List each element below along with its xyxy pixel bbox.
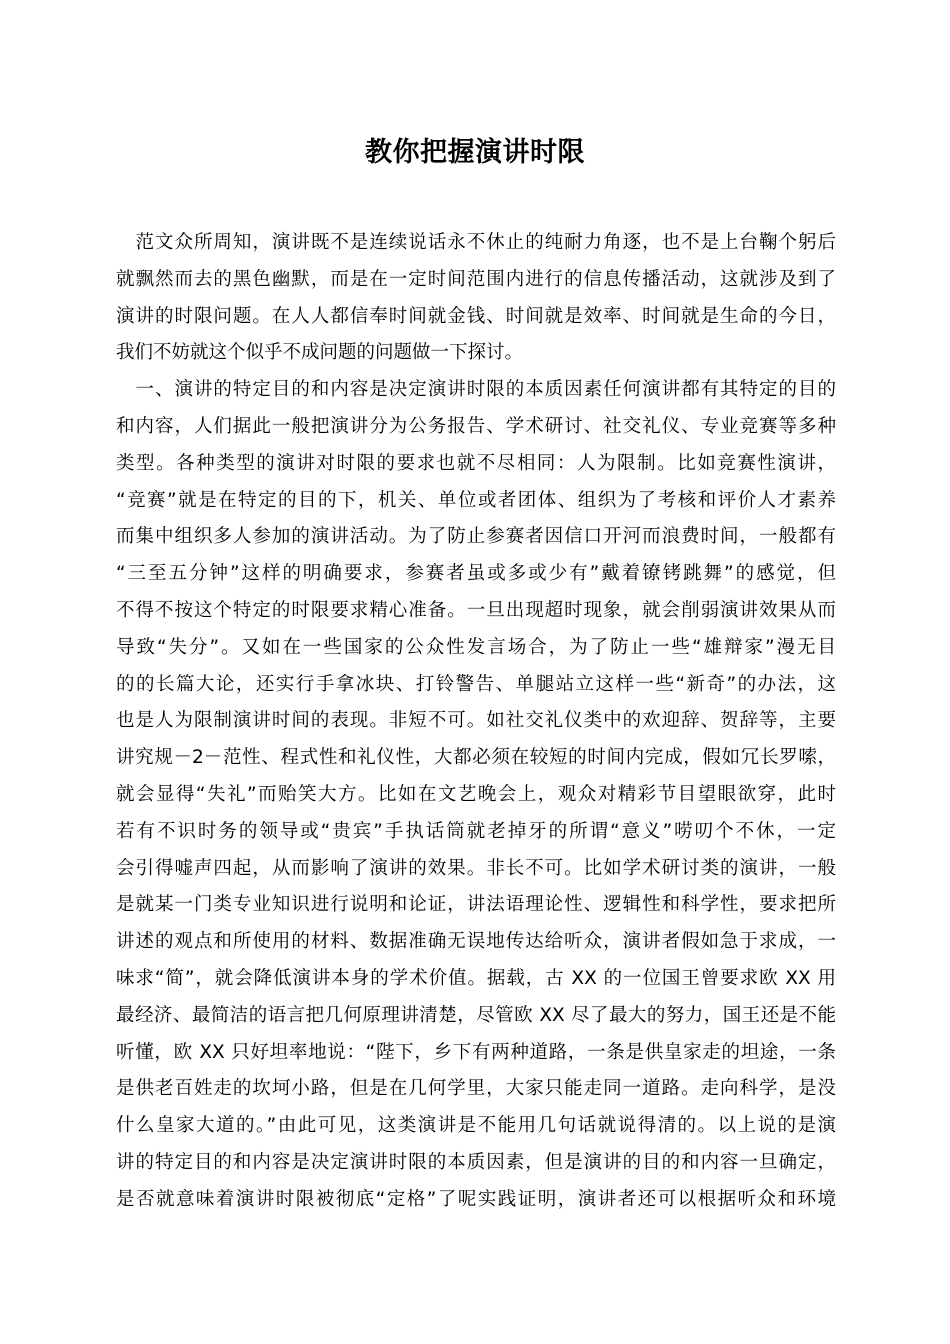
- text-line: 演讲的时限问题。在人人都信奉时间就金钱、时间就是效率、时间就是生命的今日，: [116, 305, 836, 327]
- text-line: 讲究规－2－范性、程式性和礼仪性，大都必须在较短的时间内完成，假如冗长罗嗦，: [116, 747, 836, 769]
- text-line: 一、演讲的特定目的和内容是决定演讲时限的本质因素任何演讲都有其特定的目的: [116, 379, 836, 401]
- document-title: 教你把握演讲时限: [365, 137, 585, 168]
- text-line: 听懂，欧 XX 只好坦率地说：“陛下，乡下有两种道路，一条是供皇家走的坦途，一条: [116, 1041, 836, 1063]
- text-line: 什么皇家大道的。”由此可见，这类演讲是不能用几句话就说得清的。以上说的是演: [116, 1115, 836, 1137]
- text-line: 最经济、最简洁的语言把几何原理讲清楚，尽管欧 XX 尽了最大的努力，国王还是不能: [116, 1004, 836, 1026]
- text-line: 讲的特定目的和内容是决定演讲时限的本质因素，但是演讲的目的和内容一旦确定，: [116, 1151, 836, 1173]
- text-line: “竞赛”就是在特定的目的下，机关、单位或者团体、组织为了考核和评价人才素养: [116, 489, 836, 511]
- text-line: 的的长篇大论，还实行手拿冰块、打铃警告、单腿站立这样一些“新奇”的办法，这: [116, 673, 836, 695]
- text-line: 讲述的观点和所使用的材料、数据准确无误地传达给听众，演讲者假如急于求成，一: [116, 931, 836, 953]
- text-line: 和内容，人们据此一般把演讲分为公务报告、学术研讨、社交礼仪、专业竞赛等多种: [116, 415, 836, 437]
- text-line: 也是人为限制演讲时间的表现。非短不可。如社交礼仪类中的欢迎辞、贺辞等，主要: [116, 710, 836, 732]
- text-line: 导致“失分”。又如在一些国家的公众性发言场合，为了防止一些“雄辩家”漫无目: [116, 636, 836, 658]
- text-line: 不得不按这个特定的时限要求精心准备。一旦出现超时现象，就会削弱演讲效果从而: [116, 599, 836, 621]
- text-line: 而集中组织多人参加的演讲活动。为了防止参赛者因信口开河而浪费时间，一般都有: [116, 526, 836, 548]
- text-line: 是就某一门类专业知识进行说明和论证，讲法语理论性、逻辑性和科学性，要求把所: [116, 894, 836, 916]
- text-line: 类型。各种类型的演讲对时限的要求也就不尽相同：人为限制。比如竞赛性演讲，: [116, 452, 836, 474]
- text-line: 若有不识时务的领导或“贵宾”手执话筒就老掉牙的所谓“意义”唠叨个不休，一定: [116, 820, 836, 842]
- document-body: [116, 225, 836, 1219]
- text-line: “三至五分钟”这样的明确要求，参赛者虽或多或少有”戴着镣铐跳舞”的感觉，但: [116, 563, 836, 585]
- text-line: 范文众所周知，演讲既不是连续说话永不休止的纯耐力角逐，也不是上台鞠个躬后: [116, 232, 836, 253]
- text-line: 是供老百姓走的坎坷小路，但是在几何学里，大家只能走同一道路。走向科学，是没: [116, 1078, 836, 1100]
- text-line: 是否就意味着演讲时限被彻底“定格”了呢实践证明，演讲者还可以根据听众和环境: [116, 1188, 836, 1210]
- text-line: 会引得嘘声四起，从而影响了演讲的效果。非长不可。比如学术研讨类的演讲，一般: [116, 857, 836, 879]
- text-line: 味求“简”，就会降低演讲本身的学术价值。据载，古 XX 的一位国王曾要求欧 XX 用: [116, 967, 836, 989]
- text-line: 我们不妨就这个似乎不成问题的问题做一下探讨。: [116, 342, 524, 364]
- text-line: 就飘然而去的黑色幽默，而是在一定时间范围内进行的信息传播活动，这就涉及到了: [116, 268, 836, 290]
- text-line: 就会显得“失礼”而贻笑大方。比如在文艺晚会上，观众对精彩节目望眼欲穿，此时: [116, 783, 836, 805]
